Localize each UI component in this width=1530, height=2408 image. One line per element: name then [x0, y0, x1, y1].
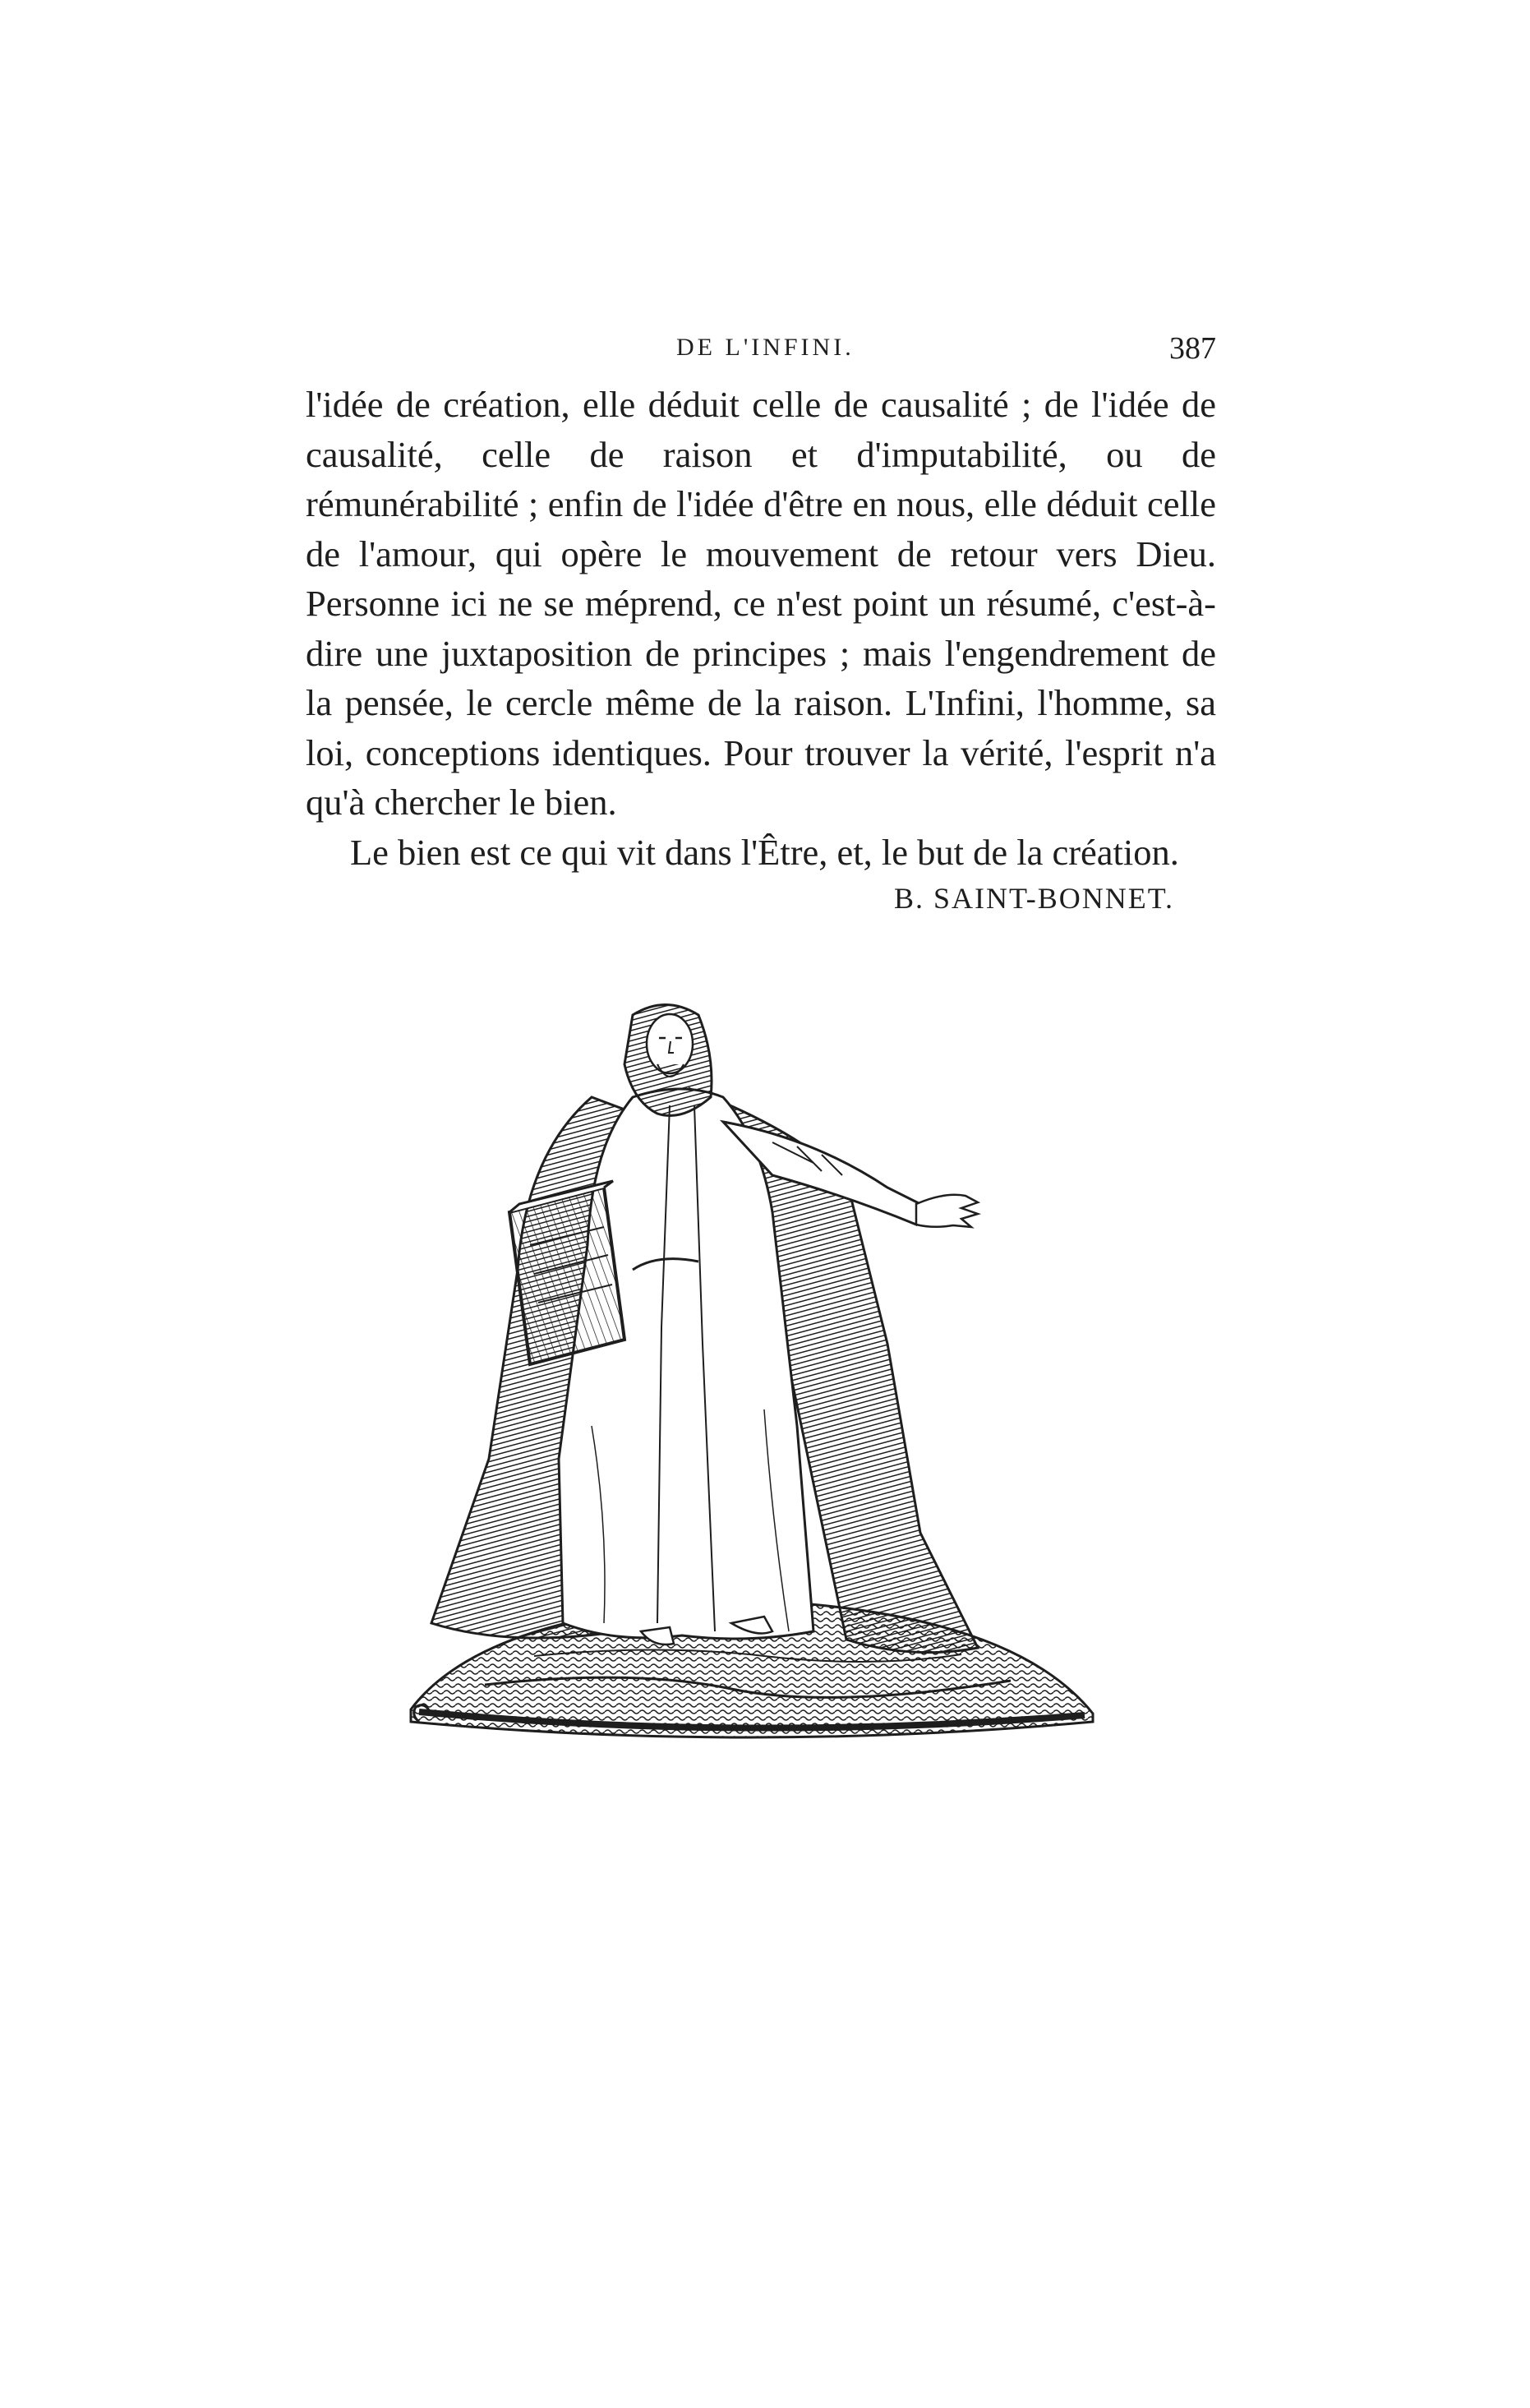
running-head [306, 330, 1216, 380]
author-signature: B. SAINT-BONNET. [894, 882, 1175, 915]
page-number: 387 [1169, 331, 1216, 366]
engraving-figure-on-globe-icon [386, 999, 1109, 1763]
hand [916, 1195, 978, 1227]
paragraph-2: Le bien est ce qui vit dans l'Être, et, le but de la création. [350, 831, 1179, 873]
running-title: DE L'INFINI. [676, 334, 855, 361]
body-text [306, 380, 1216, 877]
paragraph-1: l'idée de création, elle déduit celle de causalité ; de l'idée de causalité, celle de raison et d'imputabilité, ou de rémunérabilité ; enfin de l'idée d'être en nous, elle déduit celle de l'amour, qui opère le mouvement de retour vers Dieu. Personne ici ne se méprend, ce n'est point un résumé, c'est-à-dire une juxtaposition de principes ; mais l'engendrement de la pensée, le cercle même de la raison. L'Infini, l'homme, sa loi, conceptions identiques. Pour trouver la vérité, l'esprit n'a qu'à chercher le bien. [306, 384, 1216, 823]
book-icon [509, 1181, 624, 1364]
